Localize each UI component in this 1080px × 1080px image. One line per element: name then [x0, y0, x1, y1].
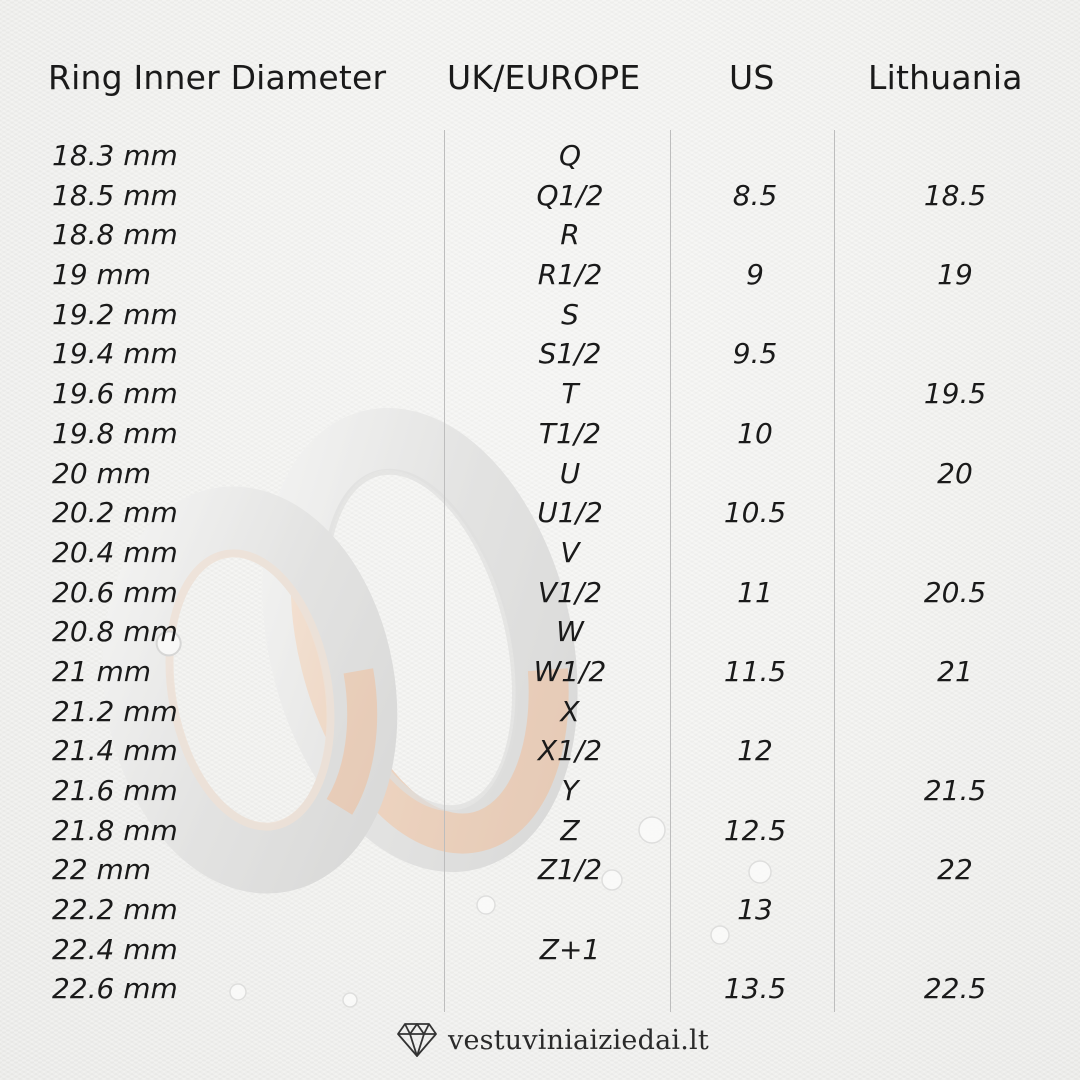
us-size-cell: 12.5 — [723, 813, 787, 847]
table-row — [0, 969, 1080, 1009]
uk-size-cell: Z — [560, 813, 580, 847]
uk-size-cell: Q1/2 — [536, 178, 604, 212]
uk-size-cell: V — [560, 535, 580, 569]
table-row — [0, 612, 1080, 652]
diameter-cell: 20.4 mm — [52, 535, 178, 569]
uk-size-cell: Z+1 — [539, 932, 601, 966]
us-size-cell: 13 — [737, 893, 773, 927]
us-size-cell: 8.5 — [732, 178, 778, 212]
table-row — [0, 692, 1080, 732]
us-size-cell: 13.5 — [723, 972, 787, 1006]
lithuania-size-cell: 20 — [937, 456, 973, 490]
lithuania-size-cell: 21 — [937, 654, 973, 688]
uk-size-cell: S1/2 — [538, 337, 602, 371]
diameter-cell: 20.6 mm — [52, 575, 178, 609]
diameter-cell: 19.6 mm — [52, 377, 178, 411]
table-row — [0, 334, 1080, 374]
table-row — [0, 176, 1080, 216]
uk-size-cell: Z1/2 — [537, 853, 603, 887]
diameter-cell: 22 mm — [52, 853, 152, 887]
header-lithuania: Lithuania — [868, 58, 1023, 97]
uk-size-cell: V1/2 — [537, 575, 603, 609]
uk-size-cell: U1/2 — [537, 496, 603, 530]
us-size-cell: 11 — [737, 575, 773, 609]
uk-size-cell: Y — [561, 774, 579, 807]
uk-size-cell: X1/2 — [537, 734, 603, 768]
uk-size-cell: T1/2 — [538, 416, 602, 450]
diameter-cell: 19.4 mm — [52, 337, 178, 371]
lithuania-size-cell: 22 — [937, 853, 973, 887]
table-row — [0, 771, 1080, 811]
diamond-icon — [396, 1022, 438, 1058]
table-row — [0, 414, 1080, 454]
us-size-cell: 9 — [746, 258, 764, 292]
diameter-cell: 21.6 mm — [52, 774, 178, 807]
table-row — [0, 930, 1080, 970]
table-row — [0, 573, 1080, 613]
diameter-cell: 18.5 mm — [52, 178, 178, 212]
brand-logo — [396, 1018, 709, 1062]
table-row — [0, 136, 1080, 176]
lithuania-size-cell: 22.5 — [923, 972, 987, 1006]
us-size-cell: 10.5 — [723, 496, 787, 530]
diameter-cell: 18.3 mm — [52, 139, 178, 172]
diameter-cell: 22.6 mm — [52, 972, 178, 1006]
uk-size-cell: S — [561, 297, 579, 331]
diameter-cell: 19 mm — [52, 258, 152, 292]
uk-size-cell: R1/2 — [537, 258, 603, 292]
lithuania-size-cell: 19 — [937, 258, 973, 292]
diameter-cell: 18.8 mm — [52, 218, 178, 252]
table-row — [0, 811, 1080, 851]
us-size-cell: 12 — [737, 734, 773, 768]
uk-size-cell: W — [556, 615, 584, 649]
uk-size-cell: X — [560, 694, 580, 728]
lithuania-size-cell: 19.5 — [923, 377, 987, 411]
table-row — [0, 652, 1080, 692]
table-row — [0, 295, 1080, 335]
us-size-cell: 9.5 — [732, 337, 778, 371]
table-row — [0, 215, 1080, 255]
header-ring-inner-diameter: Ring Inner Diameter — [48, 58, 387, 97]
table-row — [0, 890, 1080, 930]
diameter-cell: 19.2 mm — [52, 297, 178, 331]
diameter-cell: 21.8 mm — [52, 813, 178, 847]
diameter-cell: 21.2 mm — [52, 694, 178, 728]
header-us: US — [729, 58, 775, 97]
uk-size-cell: Q — [558, 139, 582, 172]
us-size-cell: 11.5 — [723, 654, 787, 688]
us-size-cell: 10 — [737, 416, 773, 450]
uk-size-cell: U — [559, 456, 581, 490]
uk-size-cell: W1/2 — [533, 654, 607, 688]
ring-size-table — [0, 136, 1080, 1009]
table-row — [0, 731, 1080, 771]
table-row — [0, 850, 1080, 890]
table-row — [0, 454, 1080, 494]
lithuania-size-cell: 18.5 — [923, 178, 987, 212]
diameter-cell: 20.2 mm — [52, 496, 178, 530]
table-row — [0, 533, 1080, 573]
table-row — [0, 374, 1080, 414]
table-row — [0, 255, 1080, 295]
lithuania-size-cell: 20.5 — [923, 575, 987, 609]
diameter-cell: 22.2 mm — [52, 893, 178, 927]
diameter-cell: 21.4 mm — [52, 734, 178, 768]
diameter-cell: 21 mm — [52, 654, 152, 688]
diameter-cell: 19.8 mm — [52, 416, 178, 450]
table-row — [0, 493, 1080, 533]
brand-name: vestuviniaiziedai.lt — [448, 1024, 709, 1056]
diameter-cell: 22.4 mm — [52, 932, 178, 966]
header-uk-europe: UK/EUROPE — [447, 58, 641, 97]
uk-size-cell: R — [560, 218, 580, 252]
diameter-cell: 20 mm — [52, 456, 152, 490]
lithuania-size-cell: 21.5 — [923, 774, 987, 807]
uk-size-cell: T — [561, 377, 579, 411]
diameter-cell: 20.8 mm — [52, 615, 178, 649]
